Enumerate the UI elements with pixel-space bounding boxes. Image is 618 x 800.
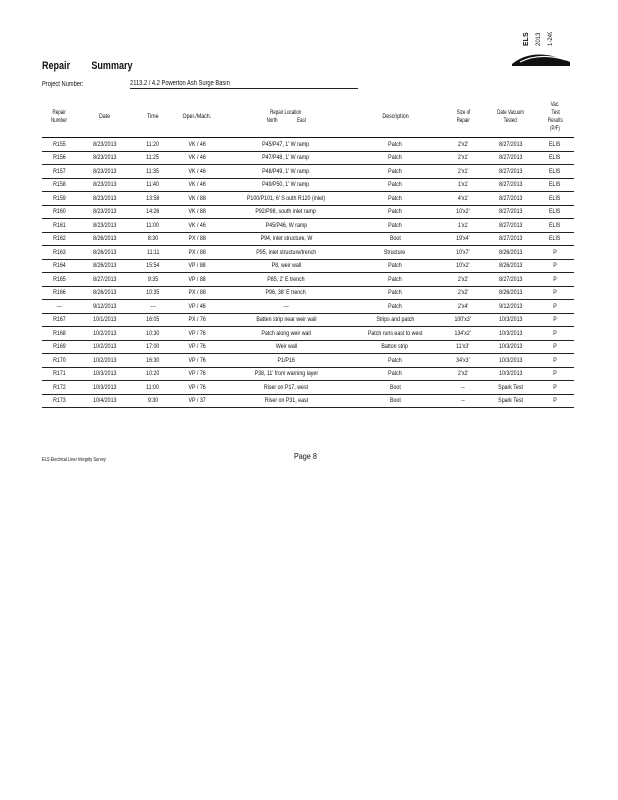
cell-time: 10:20 [134, 367, 172, 381]
cell-time: 9:35 [134, 273, 172, 287]
cell-time: 10:30 [134, 327, 172, 341]
cell-size: 2'x1' [440, 165, 486, 179]
cell-repair-location: P38, 11' from warning layer [222, 367, 350, 381]
cell-description: Strips and patch [350, 313, 440, 327]
logo-text-1: ELS [523, 32, 530, 46]
cell-description: Patch [350, 192, 440, 206]
cell-oper-mach: VK / 88 [172, 205, 222, 219]
cell-test-result: ELIS [536, 165, 574, 179]
cell-oper-mach: VK / 46 [172, 151, 222, 165]
table-row [42, 286, 574, 300]
cell-description: Patch [350, 273, 440, 287]
table-row [42, 192, 574, 206]
cell-date-tested: 8/27/2013 [486, 205, 536, 219]
cell-time: 9:30 [134, 394, 172, 408]
company-logo [510, 32, 574, 68]
cell-oper-mach: VP / 76 [172, 381, 222, 395]
cell-date: 10/2/2013 [76, 340, 134, 354]
col-repair-location: Repair Location North East [222, 97, 350, 138]
cell-oper-mach: PX / 88 [172, 286, 222, 300]
cell-time: 11:40 [134, 178, 172, 192]
cell-date: 8/26/2013 [76, 246, 134, 260]
project-number-text: 2113.2 / 4.2 Powerton Ash Surge Basin [130, 80, 230, 87]
cell-repair-number: R172 [42, 381, 76, 395]
cell-repair-number: R165 [42, 273, 76, 287]
cell-repair-location: P8, weir wall [222, 259, 350, 273]
cell-size: 10'x2' [440, 259, 486, 273]
cell-date-tested: 8/27/2013 [486, 192, 536, 206]
cell-repair-location: P100/P101, 6' S outh R120 (inlet) [222, 192, 350, 206]
cell-size: 2'x4' [440, 300, 486, 314]
cell-time: 17:00 [134, 340, 172, 354]
cell-oper-mach: VP / 46 [172, 300, 222, 314]
title-part2: Summary [91, 60, 133, 72]
cell-oper-mach: VP / 76 [172, 367, 222, 381]
cell-date: 10/1/2013 [76, 313, 134, 327]
cell-date-tested: Spark Test [486, 381, 536, 395]
cell-repair-number: R171 [42, 367, 76, 381]
cell-description: Patch [350, 138, 440, 152]
col-repair-number: Repair Number [42, 97, 76, 138]
cell-repair-number: R173 [42, 394, 76, 408]
cell-repair-number: R158 [42, 178, 76, 192]
cell-oper-mach: VK / 46 [172, 178, 222, 192]
cell-date: 10/2/2013 [76, 354, 134, 368]
cell-time: 8:30 [134, 232, 172, 246]
cell-test-result: P [536, 381, 574, 395]
table-row [42, 327, 574, 341]
cell-description: Patch [350, 259, 440, 273]
cell-repair-location: Batten strip near weir wall [222, 313, 350, 327]
cell-size: 19'x4' [440, 232, 486, 246]
table-row [42, 138, 574, 152]
cell-repair-number: R155 [42, 138, 76, 152]
cell-repair-location: Riser on P31, east [222, 394, 350, 408]
col-description: Description [350, 97, 440, 138]
footer-company: ELS Electrical Liner Integrity Survey [42, 457, 106, 463]
cell-date: 8/23/2013 [76, 151, 134, 165]
cell-test-result: P [536, 273, 574, 287]
cell-description: Structure [350, 246, 440, 260]
cell-repair-location: P49/P50, 1' W ramp [222, 178, 350, 192]
cell-size: 2'x2' [440, 367, 486, 381]
cell-date-tested: 8/27/2013 [486, 151, 536, 165]
table-row [42, 381, 574, 395]
cell-date: 10/3/2013 [76, 381, 134, 395]
cell-date-tested: 9/12/2013 [486, 300, 536, 314]
cell-description: Boot [350, 381, 440, 395]
cell-description: Patch [350, 151, 440, 165]
cell-size: 2'x2' [440, 286, 486, 300]
cell-date-tested: 8/27/2013 [486, 219, 536, 233]
cell-repair-number: R160 [42, 205, 76, 219]
cell-repair-number: R164 [42, 259, 76, 273]
cell-date: 8/26/2013 [76, 286, 134, 300]
cell-test-result: P [536, 394, 574, 408]
cell-time: 16:05 [134, 313, 172, 327]
col-size: Size of Repair [440, 97, 486, 138]
logo-text-2: 2013 [536, 32, 542, 46]
col-date: Date [76, 97, 134, 138]
repair-summary-table [42, 97, 574, 408]
cell-description: Patch [350, 367, 440, 381]
cell-time: --- [134, 300, 172, 314]
title-part1: Repair [42, 60, 71, 72]
cell-test-result: P [536, 340, 574, 354]
cell-date-tested: 8/27/2013 [486, 138, 536, 152]
cell-date-tested: 8/27/2013 [486, 273, 536, 287]
cell-date-tested: 10/3/2013 [486, 354, 536, 368]
cell-repair-location: P47/P48, 1' W ramp [222, 151, 350, 165]
cell-repair-location: --- [222, 300, 350, 314]
cell-size: 34'x3' [440, 354, 486, 368]
cell-test-result: P [536, 259, 574, 273]
cell-repair-number: R161 [42, 219, 76, 233]
cell-time: 11:00 [134, 381, 172, 395]
cell-oper-mach: VP / 88 [172, 273, 222, 287]
cell-oper-mach: VK / 46 [172, 219, 222, 233]
cell-description: Patch [350, 286, 440, 300]
cell-date-tested: 8/26/2013 [486, 259, 536, 273]
cell-repair-location: P95, inlet structure/trench [222, 246, 350, 260]
cell-repair-number: R156 [42, 151, 76, 165]
cell-test-result: ELIS [536, 151, 574, 165]
page-number: Page 8 [294, 452, 317, 461]
col-date-vacuum: Date Vacuum Tested [486, 97, 536, 138]
cell-repair-location: P48/P49, 1' W ramp [222, 165, 350, 179]
cell-oper-mach: VP / 76 [172, 354, 222, 368]
cell-repair-number: R170 [42, 354, 76, 368]
cell-description: Patch [350, 165, 440, 179]
cell-test-result: ELIS [536, 205, 574, 219]
cell-oper-mach: VK / 88 [172, 192, 222, 206]
cell-test-result: ELIS [536, 219, 574, 233]
cell-date: 8/26/2013 [76, 232, 134, 246]
cell-repair-number: R168 [42, 327, 76, 341]
cell-size: 10'x2' [440, 205, 486, 219]
cell-date: 8/23/2013 [76, 138, 134, 152]
cell-repair-location: Patch along weir wall [222, 327, 350, 341]
cell-date-tested: 10/3/2013 [486, 340, 536, 354]
cell-repair-location: P1/P16 [222, 354, 350, 368]
cell-repair-number: R166 [42, 286, 76, 300]
cell-date: 8/23/2013 [76, 178, 134, 192]
cell-description: Batton strip [350, 340, 440, 354]
table-row [42, 313, 574, 327]
table-row [42, 165, 574, 179]
cell-oper-mach: VP / 37 [172, 394, 222, 408]
cell-date: 8/23/2013 [76, 165, 134, 179]
col-oper-mach: Oper./Mach. [172, 97, 222, 138]
table-row [42, 246, 574, 260]
cell-description: Boot [350, 232, 440, 246]
cell-repair-location: P45/P46, W ramp [222, 219, 350, 233]
table-row [42, 300, 574, 314]
cell-size: 134'x2' [440, 327, 486, 341]
table-row [42, 178, 574, 192]
cell-repair-number: --- [42, 300, 76, 314]
cell-test-result: ELIS [536, 232, 574, 246]
cell-size: 100'x3' [440, 313, 486, 327]
cell-time: 14:26 [134, 205, 172, 219]
page-title [42, 60, 133, 72]
cell-date-tested: 10/3/2013 [486, 327, 536, 341]
cell-date: 8/26/2013 [76, 259, 134, 273]
cell-time: 11:00 [134, 219, 172, 233]
cell-time: 11:11 [134, 246, 172, 260]
cell-oper-mach: VP / 76 [172, 340, 222, 354]
table-header-row [42, 97, 574, 138]
cell-size: 1'x1' [440, 219, 486, 233]
table-row [42, 394, 574, 408]
cell-date-tested: 8/27/2013 [486, 232, 536, 246]
cell-description: Patch [350, 205, 440, 219]
cell-repair-location: P45/P47, 1' W ramp [222, 138, 350, 152]
cell-oper-mach: VP / 88 [172, 259, 222, 273]
cell-description: Patch [350, 178, 440, 192]
cell-time: 13:58 [134, 192, 172, 206]
cell-date-tested: 8/27/2013 [486, 165, 536, 179]
logo-text-3: 1-249 [548, 32, 554, 46]
cell-date-tested: 10/3/2013 [486, 313, 536, 327]
cell-size: -- [440, 381, 486, 395]
cell-oper-mach: PX / 88 [172, 246, 222, 260]
cell-repair-location: P96, 38' E trench [222, 286, 350, 300]
cell-oper-mach: PX / 76 [172, 313, 222, 327]
cell-oper-mach: VK / 46 [172, 138, 222, 152]
cell-repair-number: R159 [42, 192, 76, 206]
table-row [42, 354, 574, 368]
cell-description: Patch [350, 300, 440, 314]
cell-date: 10/4/2013 [76, 394, 134, 408]
cell-description: Patch [350, 354, 440, 368]
cell-time: 11:35 [134, 165, 172, 179]
cell-time: 10:35 [134, 286, 172, 300]
cell-repair-location: P85, 2' E trench [222, 273, 350, 287]
cell-date-tested: 10/3/2013 [486, 367, 536, 381]
cell-description: Patch runs east to west [350, 327, 440, 341]
cell-test-result: ELIS [536, 192, 574, 206]
cell-time: 16:30 [134, 354, 172, 368]
cell-date: 9/12/2013 [76, 300, 134, 314]
cell-oper-mach: PX / 88 [172, 232, 222, 246]
cell-test-result: P [536, 327, 574, 341]
cell-test-result: P [536, 367, 574, 381]
col-vac-test: Vac. Test Results (P/F) [536, 97, 574, 138]
cell-description: Boot [350, 394, 440, 408]
table-row [42, 340, 574, 354]
cell-test-result: P [536, 313, 574, 327]
cell-repair-number: R157 [42, 165, 76, 179]
table-row [42, 259, 574, 273]
cell-date: 8/23/2013 [76, 192, 134, 206]
cell-repair-number: R169 [42, 340, 76, 354]
cell-date: 8/23/2013 [76, 219, 134, 233]
table-row [42, 219, 574, 233]
table-row [42, 367, 574, 381]
cell-test-result: P [536, 354, 574, 368]
cell-date: 8/27/2013 [76, 273, 134, 287]
cell-test-result: ELIS [536, 178, 574, 192]
cell-size: 11'x3' [440, 340, 486, 354]
cell-time: 15:54 [134, 259, 172, 273]
cell-date-tested: 8/27/2013 [486, 178, 536, 192]
project-number-label: Project Number: [42, 81, 84, 88]
table-row [42, 232, 574, 246]
cell-date: 8/23/2013 [76, 205, 134, 219]
cell-repair-location: Weir wall [222, 340, 350, 354]
cell-date: 10/2/2013 [76, 327, 134, 341]
cell-size: 2'x1' [440, 151, 486, 165]
cell-date-tested: Spark Test [486, 394, 536, 408]
col-time: Time [134, 97, 172, 138]
table-row [42, 205, 574, 219]
cell-date-tested: 8/26/2013 [486, 246, 536, 260]
cell-time: 11:25 [134, 151, 172, 165]
cell-test-result: P [536, 246, 574, 260]
cell-repair-number: R167 [42, 313, 76, 327]
cell-test-result: P [536, 300, 574, 314]
project-number-value [130, 80, 358, 89]
cell-test-result: ELIS [536, 138, 574, 152]
cell-time: 11:20 [134, 138, 172, 152]
cell-repair-location: P94, inlet structure, W [222, 232, 350, 246]
cell-size: -- [440, 394, 486, 408]
cell-size: 1'x1' [440, 178, 486, 192]
cell-oper-mach: VP / 76 [172, 327, 222, 341]
cell-date: 10/3/2013 [76, 367, 134, 381]
cell-size: 2'x2' [440, 273, 486, 287]
cell-oper-mach: VK / 46 [172, 165, 222, 179]
cell-repair-location: P92/P98, south inlet ramp [222, 205, 350, 219]
cell-repair-location: Riser on P17, west [222, 381, 350, 395]
logo-swoosh-icon [510, 32, 574, 68]
cell-size: 10'x7' [440, 246, 486, 260]
cell-test-result: P [536, 286, 574, 300]
cell-date-tested: 8/26/2013 [486, 286, 536, 300]
cell-size: 2'x2' [440, 138, 486, 152]
cell-repair-number: R163 [42, 246, 76, 260]
table-row [42, 273, 574, 287]
cell-description: Patch [350, 219, 440, 233]
cell-size: 4'x1' [440, 192, 486, 206]
table-row [42, 151, 574, 165]
cell-repair-number: R162 [42, 232, 76, 246]
